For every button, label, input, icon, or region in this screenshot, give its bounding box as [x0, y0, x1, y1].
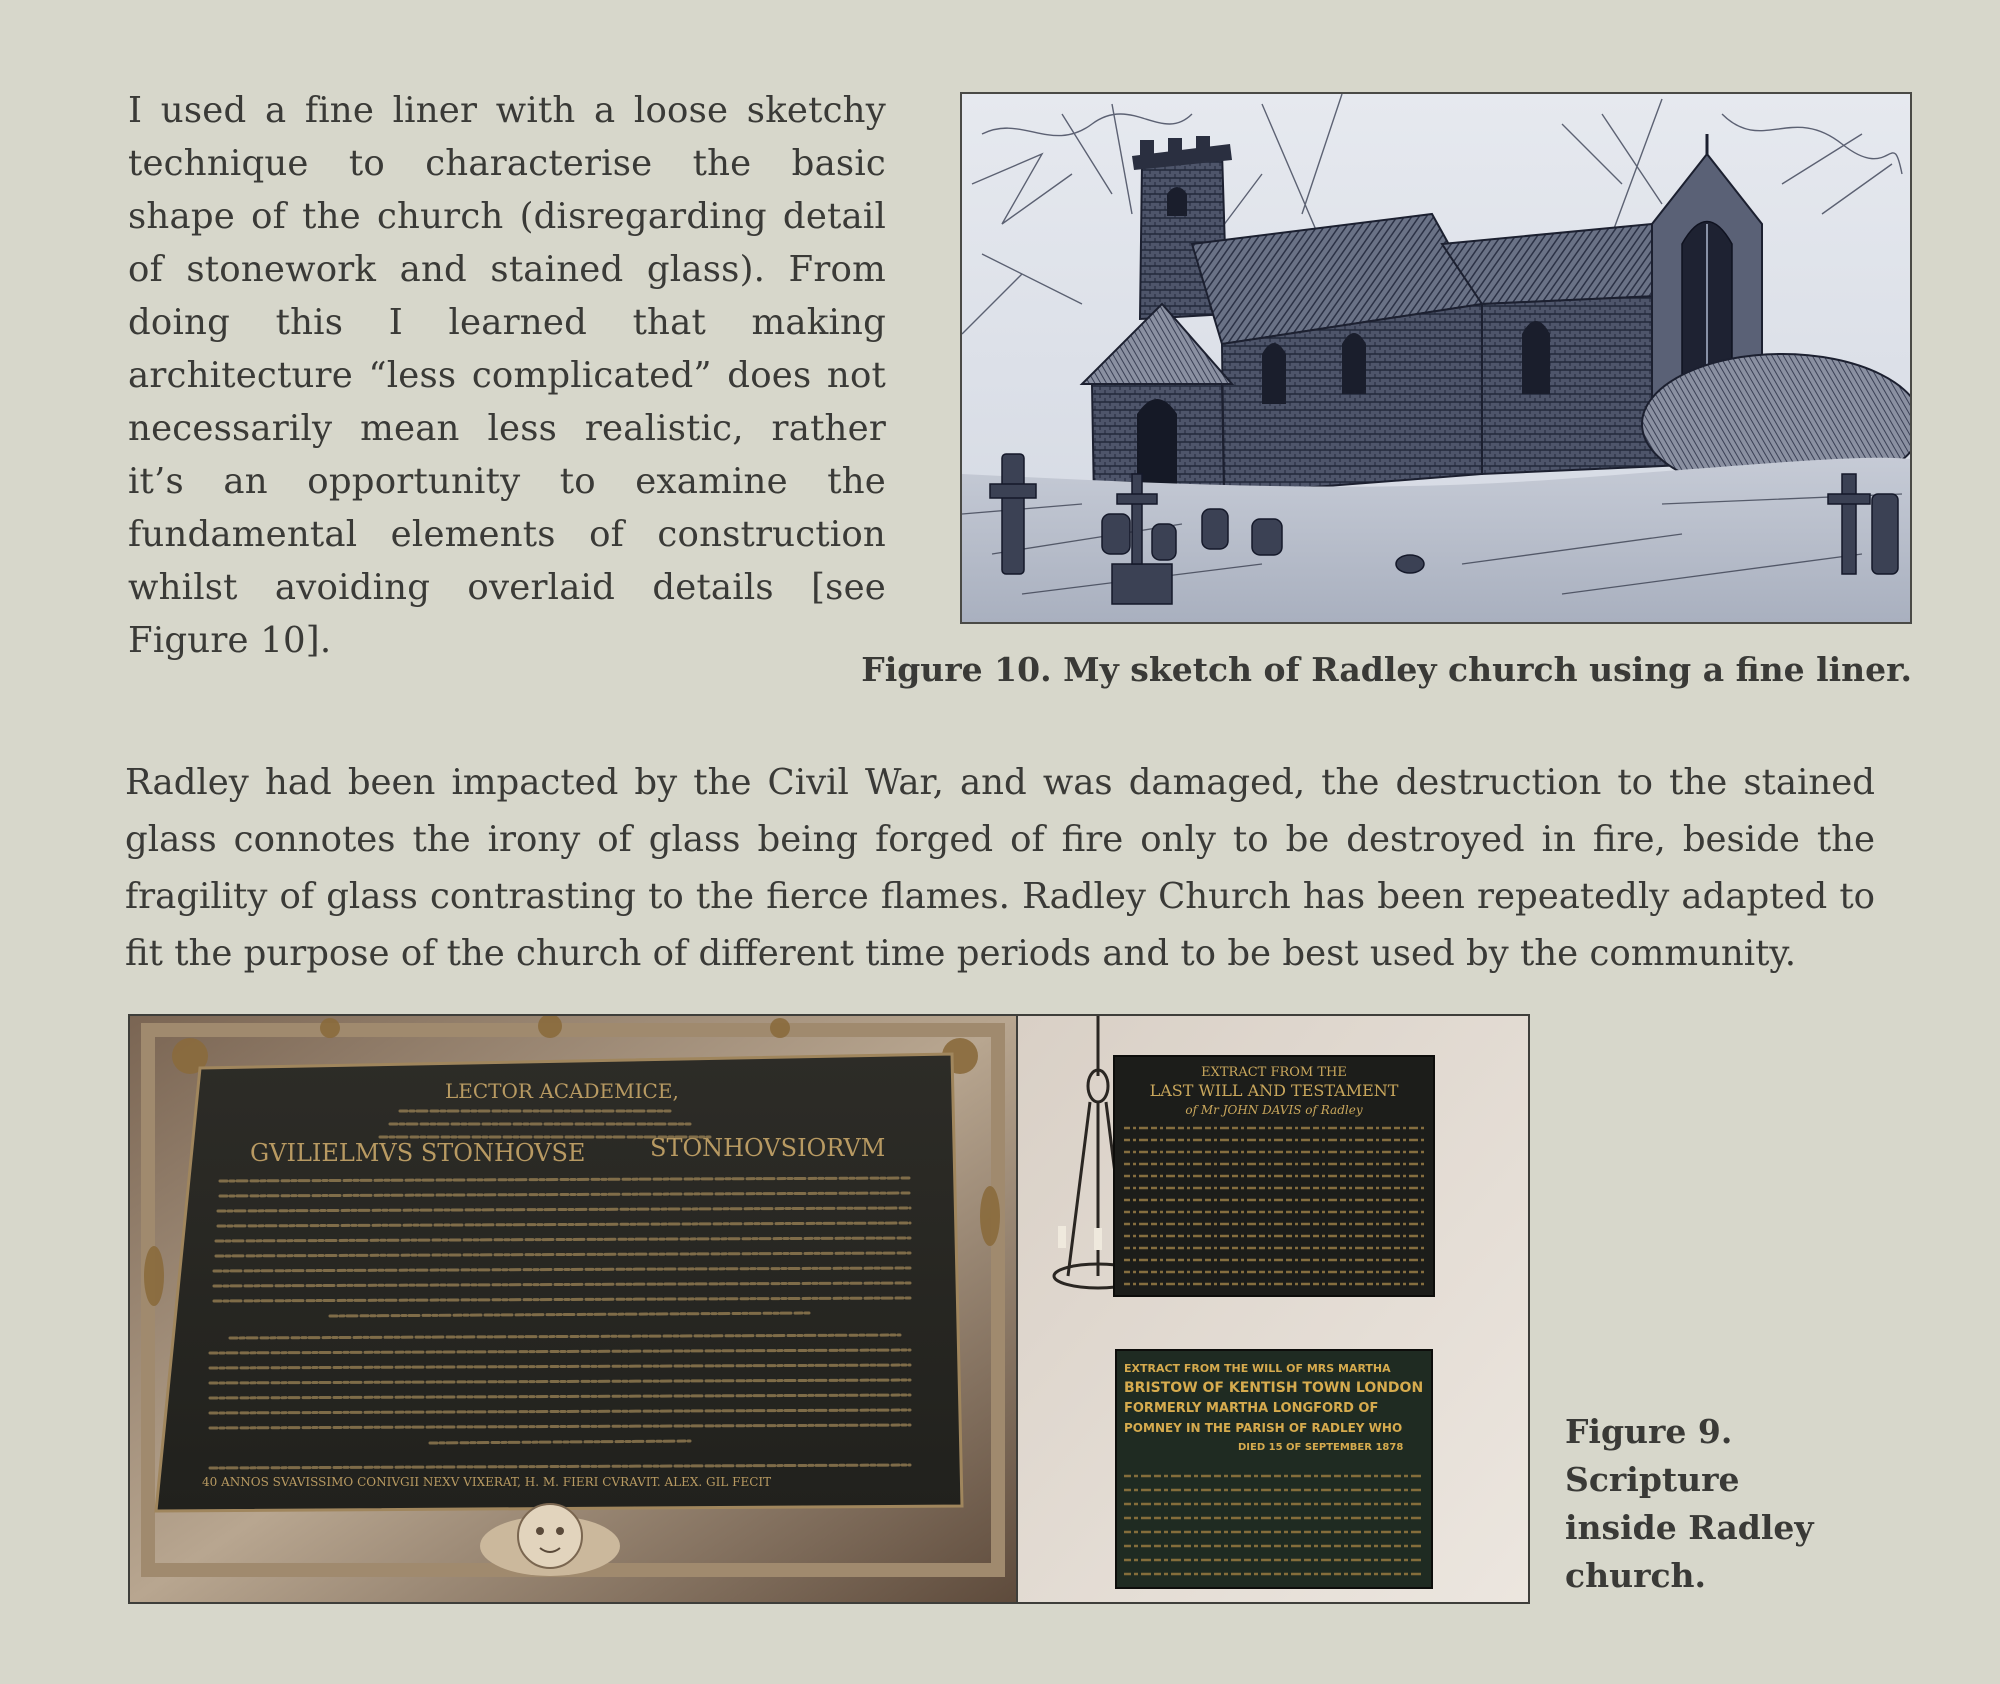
figure-9-caption	[1565, 1408, 1825, 1600]
figure-9-wall-plaques-image	[1016, 1014, 1530, 1604]
body-paragraph-2: Radley had been impacted by the Civil War, and was damaged, the destruction to the stained glass connotes the irony of glass being forged of fire only to be destroyed in fire, beside the fragility of glass contrasting to the fierce flames. Radley Church has been repeatedly adapted to fit the purpose of the church of different time periods and to be best used by the community.	[125, 762, 1875, 974]
figure-9-caption-text: Figure 9. Scripture inside Radley church.	[1565, 1412, 1814, 1595]
lower-plaque-line-1: EXTRACT FROM THE WILL OF MRS MARTHA	[1124, 1362, 1391, 1375]
plaque-heading: LECTOR ACADEMICE,	[445, 1079, 679, 1103]
church-sketch-drawing	[962, 94, 1910, 622]
figure-10-sketch-image	[960, 92, 1912, 624]
lower-plaque-line-3: FORMERLY MARTHA LONGFORD OF	[1124, 1401, 1379, 1416]
lower-plaque-line-2: BRISTOW OF KENTISH TOWN LONDON	[1124, 1380, 1424, 1396]
upper-plaque-line-1: EXTRACT FROM THE	[1201, 1065, 1347, 1080]
lower-plaque-line-4: POMNEY IN THE PARISH OF RADLEY WHO	[1124, 1421, 1403, 1435]
figure-9-latin-plaque-image	[128, 1014, 1018, 1604]
lower-plaque-line-5: DIED 15 OF SEPTEMBER 1878	[1238, 1442, 1404, 1453]
plaque-name-line: GVILIELMVS STONHOVSE	[250, 1139, 586, 1167]
upper-plaque-line-3: of Mr JOHN DAVIS of Radley	[1185, 1103, 1363, 1117]
plaque-name-line-2: STONHOVSIORVM	[650, 1134, 886, 1162]
figure-10-caption: Figure 10. My sketch of Radley church using a fine liner.	[861, 650, 1912, 689]
body-paragraph-1: I used a fine liner with a loose sketchy technique to characterise the basic shape of the church (disregarding detail of stonework and stained glass). From doing this I learned that making architecture “less complicated” does not necessarily mean less realistic, rather it’s an opportunity to examine the fundamental elements of construction whilst avoiding overlaid details [see Figure 10].	[128, 90, 886, 661]
wall-plaques-photo	[1018, 1016, 1528, 1602]
plaque-closing-line: 40 ANNOS SVAVISSIMO CONIVGII NEXV VIXERAT, H. M. FIERI CVRAVIT. ALEX. GIL FECIT	[202, 1475, 772, 1489]
latin-plaque-photo	[130, 1016, 1016, 1602]
upper-plaque-line-2: LAST WILL AND TESTAMENT	[1149, 1081, 1399, 1100]
